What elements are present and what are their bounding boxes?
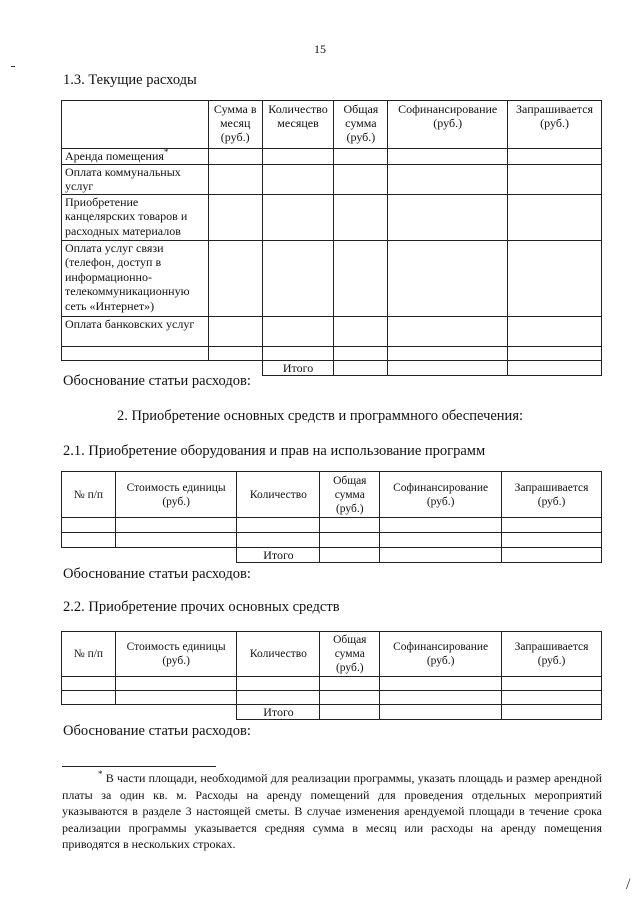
table-row [62, 677, 602, 691]
header-cell-cofinancing: Софинансирование (руб.) [388, 101, 508, 149]
table-row [62, 164, 602, 194]
header-cell-quantity: Количество [237, 632, 320, 677]
header-cell-cofinancing: Софинансирование (руб.) [380, 472, 502, 518]
table-row [62, 691, 602, 705]
footnote-separator [62, 766, 216, 767]
justification-2-2: Обоснование статьи расходов: [63, 723, 251, 739]
header-cell-total-sum: Общая сумма (руб.) [334, 101, 388, 149]
table-cell[interactable] [237, 677, 320, 691]
header-cell-number: № п/п [62, 632, 116, 677]
page-number: 15 [314, 42, 326, 56]
table-cell[interactable] [208, 240, 262, 316]
row-label-empty [62, 346, 209, 360]
table-cell[interactable] [208, 316, 262, 346]
total-cell[interactable] [502, 548, 602, 563]
table-cell[interactable] [320, 533, 380, 548]
header-cell-unit-cost: Стоимость единицы (руб.) [115, 472, 237, 518]
table-cell[interactable] [262, 316, 334, 346]
other-assets-table [61, 631, 602, 720]
section-2-1-title: 2.1. Приобретение оборудования и прав на использование программ [63, 443, 486, 459]
table-cell[interactable] [62, 518, 116, 533]
scan-mark [11, 66, 15, 67]
blank-cell [62, 705, 116, 720]
table-cell[interactable] [115, 691, 237, 705]
table-cell[interactable] [334, 194, 388, 240]
total-cell[interactable] [502, 705, 602, 720]
table-cell[interactable] [380, 677, 502, 691]
header-cell-number: № п/п [62, 472, 116, 518]
footnote-mark: * [98, 769, 103, 779]
table-header-row [62, 472, 602, 518]
table-cell[interactable] [320, 677, 380, 691]
row-label-communications: Оплата услуг связи (телефон, доступ в информационно-телекоммуникационную сеть «Интернет») [62, 240, 209, 316]
header-cell-total-sum: Общая сумма (руб.) [320, 472, 380, 518]
total-cell[interactable] [508, 360, 602, 375]
total-label: Итого [237, 548, 320, 563]
scan-slash-mark: / [626, 876, 631, 893]
total-cell[interactable] [380, 705, 502, 720]
table-cell[interactable] [115, 533, 237, 548]
table-cell[interactable] [115, 677, 237, 691]
table-cell[interactable] [237, 518, 320, 533]
table-cell[interactable] [208, 149, 262, 165]
table-cell[interactable] [262, 240, 334, 316]
table-header-row [62, 632, 602, 677]
table-cell[interactable] [508, 316, 602, 346]
total-cell[interactable] [320, 548, 380, 563]
table-row [62, 533, 602, 548]
section-2-title: 2. Приобретение основных средств и программного обеспечения: [116, 408, 524, 424]
justification-1-3: Обоснование статьи расходов: [63, 373, 251, 389]
table-cell[interactable] [62, 533, 116, 548]
header-cell-cofinancing: Софинансирование (руб.) [380, 632, 502, 677]
table-header-row [62, 101, 602, 149]
total-cell[interactable] [320, 705, 380, 720]
equipment-table [61, 471, 602, 563]
table-cell[interactable] [62, 677, 116, 691]
table-cell[interactable] [380, 691, 502, 705]
table-cell[interactable] [502, 691, 602, 705]
table-row [62, 149, 602, 165]
header-cell-months: Количество месяцев [262, 101, 334, 149]
table-cell[interactable] [208, 164, 262, 194]
header-cell-monthly-sum: Сумма в месяц (руб.) [208, 101, 262, 149]
total-cell[interactable] [380, 548, 502, 563]
total-row [62, 548, 602, 563]
header-cell-unit-cost: Стоимость единицы (руб.) [115, 632, 237, 677]
table-cell[interactable] [388, 346, 508, 360]
table-cell[interactable] [334, 316, 388, 346]
row-label-supplies: Приобретение канцелярских товаров и расходных материалов [62, 194, 209, 240]
header-cell-requested: Запрашивается (руб.) [502, 632, 602, 677]
footnote-marker: * [163, 147, 169, 157]
table-cell[interactable] [388, 194, 508, 240]
header-cell-item [62, 101, 209, 149]
footnote [62, 770, 602, 853]
blank-cell [62, 548, 116, 563]
table-cell[interactable] [262, 194, 334, 240]
table-cell[interactable] [508, 194, 602, 240]
table-cell[interactable] [334, 164, 388, 194]
table-cell[interactable] [508, 240, 602, 316]
table-row [62, 194, 602, 240]
table-cell[interactable] [388, 149, 508, 165]
table-cell[interactable] [508, 149, 602, 165]
row-label-rent: Аренда помещения* [62, 149, 209, 165]
blank-cell [115, 705, 237, 720]
table-row [62, 316, 602, 346]
table-cell[interactable] [502, 518, 602, 533]
total-label: Итого [237, 705, 320, 720]
justification-2-1: Обоснование статьи расходов: [63, 566, 251, 582]
table-cell[interactable] [62, 691, 116, 705]
table-cell[interactable] [208, 194, 262, 240]
table-cell[interactable] [388, 164, 508, 194]
table-cell[interactable] [502, 677, 602, 691]
table-cell[interactable] [262, 164, 334, 194]
table-cell[interactable] [334, 149, 388, 165]
table-cell[interactable] [208, 346, 262, 360]
blank-cell [115, 548, 237, 563]
row-label-bank: Оплата банковских услуг [62, 316, 209, 346]
table-cell[interactable] [237, 533, 320, 548]
total-cell[interactable] [334, 360, 388, 375]
header-cell-requested: Запрашивается (руб.) [508, 101, 602, 149]
header-cell-quantity: Количество [237, 472, 320, 518]
table-cell[interactable] [388, 316, 508, 346]
table-cell[interactable] [262, 346, 334, 360]
table-row [62, 518, 602, 533]
header-cell-total-sum: Общая сумма (руб.) [320, 632, 380, 677]
table-cell[interactable] [237, 691, 320, 705]
table-row [62, 240, 602, 316]
table-cell[interactable] [262, 149, 334, 165]
table-cell[interactable] [320, 691, 380, 705]
total-cell[interactable] [388, 360, 508, 375]
table-cell[interactable] [334, 240, 388, 316]
table-cell[interactable] [115, 518, 237, 533]
section-1-3-title: 1.3. Текущие расходы [63, 72, 197, 88]
table-cell[interactable] [380, 533, 502, 548]
footnote-text: В части площади, необходимой для реализации программы, указать площадь и размер арендной платы за один кв. м. Расходы на аренду помещений для проведения отдельных мероприятий указываются в разделе 3 настоящей сметы. В случае изменения арендуемой площади в течение срока реализации программы указывается средняя сумма в месяц или расходы на аренду помещения приводятся в нескольких строках. [62, 771, 602, 851]
table-cell[interactable] [320, 518, 380, 533]
row-label-utilities: Оплата коммунальных услуг [62, 164, 209, 194]
table-cell[interactable] [380, 518, 502, 533]
table-cell[interactable] [388, 240, 508, 316]
total-row [62, 705, 602, 720]
table-cell[interactable] [334, 346, 388, 360]
table-row [62, 346, 602, 360]
header-cell-requested: Запрашивается (руб.) [502, 472, 602, 518]
section-2-2-title: 2.2. Приобретение прочих основных средств [63, 599, 340, 615]
table-cell[interactable] [508, 346, 602, 360]
total-label: Итого [262, 360, 334, 375]
current-expenses-table [61, 100, 602, 376]
table-cell[interactable] [508, 164, 602, 194]
table-cell[interactable] [502, 533, 602, 548]
